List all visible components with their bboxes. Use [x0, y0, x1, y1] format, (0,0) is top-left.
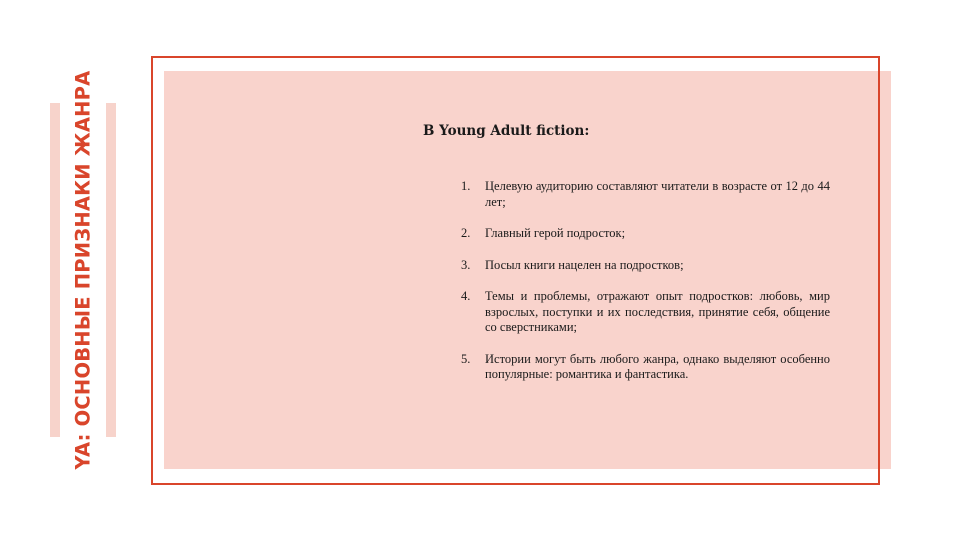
list-item-text: Посыл книги нацелен на подростков;	[485, 257, 684, 272]
side-stripe-left	[50, 103, 60, 437]
list-item-number: 5.	[461, 351, 471, 366]
side-stripe-right	[106, 103, 116, 437]
list-item-number: 3.	[461, 257, 471, 272]
list-item-number: 2.	[461, 226, 471, 240]
list-item	[458, 179, 830, 210]
list-item	[458, 226, 830, 242]
list-item	[458, 289, 830, 336]
list-item-text: Истории могут быть любого жанра, однако выделяют особенно популярные: романтика и фантастика.	[485, 351, 830, 381]
list-item	[458, 352, 830, 383]
list-item	[458, 258, 830, 274]
list-item-text: Целевую аудиторию составляют читатели в возрасте от 12 до 44 лет;	[485, 179, 830, 209]
list-item-number: 1.	[461, 179, 471, 193]
feature-list	[458, 179, 830, 399]
list-item-text: Главный герой подросток;	[485, 226, 626, 240]
list-item-text: Темы и проблемы, отражают опыт подростков: любовь, мир взрослых, поступки и их последствия, принятие себя, общение со сверстниками;	[485, 289, 830, 334]
slide-title: YA: ОСНОВНЫЕ ПРИЗНАКИ ЖАНРА	[71, 70, 95, 470]
content-heading: В Young Adult fiction:	[423, 123, 590, 139]
list-item-number: 4.	[461, 289, 471, 303]
